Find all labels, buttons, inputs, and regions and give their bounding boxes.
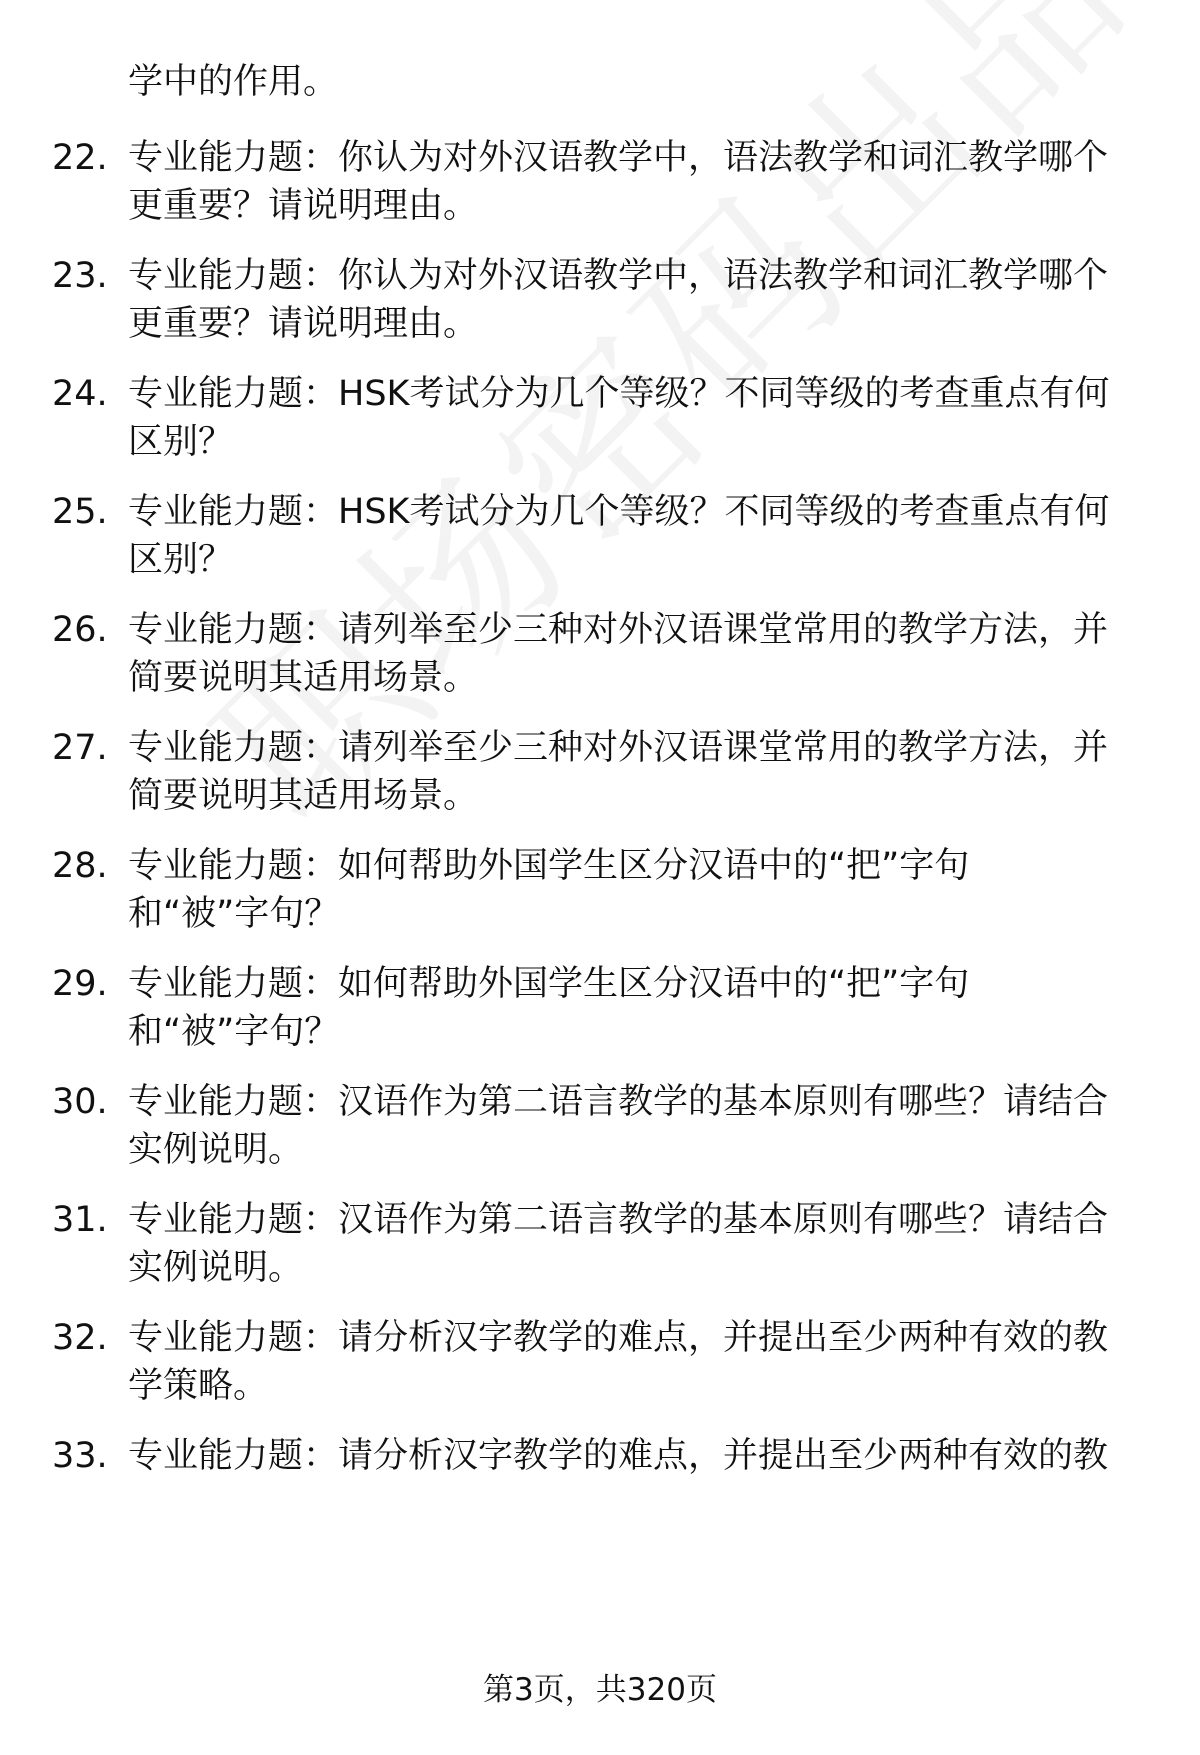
question-text-line: 更重要？请说明理由。 <box>128 186 479 226</box>
question-number: 29. <box>52 964 108 1004</box>
question-number: 27. <box>52 728 108 768</box>
question-number: 24. <box>52 374 108 414</box>
page-footer: 第3页，共320页 <box>483 1672 717 1708</box>
question-text-line: 专业能力题：HSK考试分为几个等级？不同等级的考查重点有何 <box>128 492 1110 532</box>
continuation-text: 学中的作用。 <box>128 62 339 102</box>
question-number: 33. <box>52 1436 108 1476</box>
question-text-line: 专业能力题：请列举至少三种对外汉语课堂常用的教学方法，并 <box>128 728 1109 768</box>
question-number: 28. <box>52 846 108 886</box>
question-number: 22. <box>52 138 108 178</box>
question-text-line: 专业能力题：汉语作为第二语言教学的基本原则有哪些？请结合 <box>128 1200 1109 1240</box>
question-text-line: 区别？ <box>128 540 234 580</box>
question-text-line: 专业能力题：请分析汉字教学的难点，并提出至少两种有效的教 <box>128 1318 1109 1358</box>
question-number: 23. <box>52 256 108 296</box>
question-number: 31. <box>52 1200 108 1240</box>
question-text-line: 简要说明其适用场景。 <box>128 658 479 698</box>
question-text-line: 学策略。 <box>128 1366 269 1406</box>
question-number: 25. <box>52 492 108 532</box>
question-text-line: 专业能力题：你认为对外汉语教学中，语法教学和词汇教学哪个 <box>128 138 1109 178</box>
question-text-line: 专业能力题：请分析汉字教学的难点，并提出至少两种有效的教 <box>128 1436 1109 1476</box>
question-text-line: 实例说明。 <box>128 1130 304 1170</box>
question-text-line: 区别？ <box>128 422 234 462</box>
question-number: 32. <box>52 1318 108 1358</box>
question-text-line: 实例说明。 <box>128 1248 304 1288</box>
question-number: 30. <box>52 1082 108 1122</box>
question-text-line: 专业能力题：汉语作为第二语言教学的基本原则有哪些？请结合 <box>128 1082 1109 1122</box>
question-text-line: 专业能力题：如何帮助外国学生区分汉语中的“把”字句 <box>128 964 970 1004</box>
question-text-line: 和“被”字句？ <box>128 894 340 934</box>
question-text-line: 和“被”字句？ <box>128 1012 340 1052</box>
question-text-line: 专业能力题：HSK考试分为几个等级？不同等级的考查重点有何 <box>128 374 1110 414</box>
question-text-line: 专业能力题：请列举至少三种对外汉语课堂常用的教学方法，并 <box>128 610 1109 650</box>
question-text-line: 专业能力题：你认为对外汉语教学中，语法教学和词汇教学哪个 <box>128 256 1109 296</box>
question-number: 26. <box>52 610 108 650</box>
question-text-line: 专业能力题：如何帮助外国学生区分汉语中的“把”字句 <box>128 846 970 886</box>
question-text-line: 更重要？请说明理由。 <box>128 304 479 344</box>
question-text-line: 简要说明其适用场景。 <box>128 776 479 816</box>
